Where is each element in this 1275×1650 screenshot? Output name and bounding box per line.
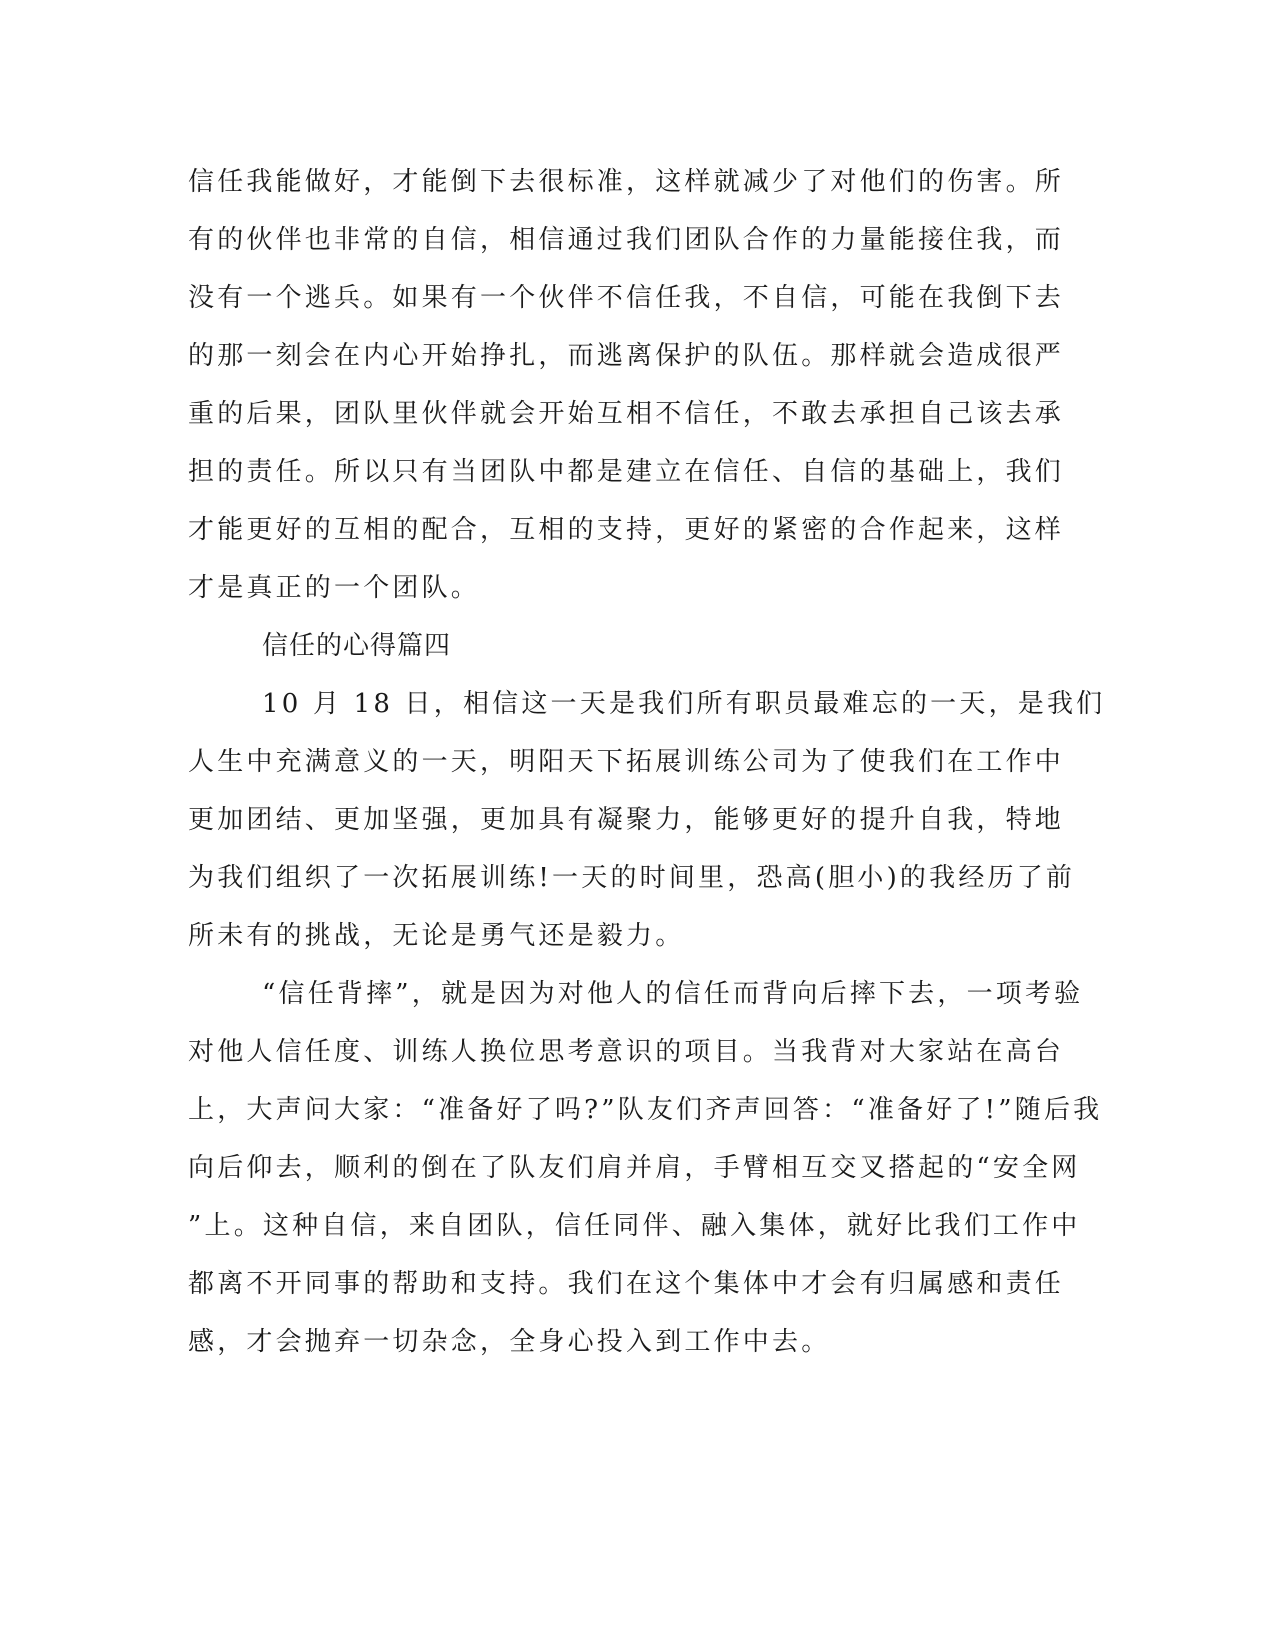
paragraph-line: 对他人信任度、训练人换位思考意识的项目。当我背对大家站在高台 <box>188 1037 1065 1067</box>
paragraph-line: 向后仰去，顺利的倒在了队友们肩并肩，手臂相互交叉搭起的“安全网 <box>188 1153 1081 1183</box>
paragraph-line: 所未有的挑战，无论是勇气还是毅力。 <box>188 921 685 951</box>
paragraph-line: 上，大声问大家：“准备好了吗?”队友们齐声回答：“准备好了!”随后我 <box>188 1095 1103 1125</box>
paragraph-line: 感，才会抛弃一切杂念，全身心投入到工作中去。 <box>188 1327 831 1357</box>
paragraph-line: 重的后果，团队里伙伴就会开始互相不信任，不敢去承担自己该去承 <box>188 399 1065 429</box>
paragraph-line: 有的伙伴也非常的自信，相信通过我们团队合作的力量能接住我，而 <box>188 225 1065 255</box>
paragraph-line: 都离不开同事的帮助和支持。我们在这个集体中才会有归属感和责任 <box>188 1269 1065 1299</box>
paragraph-line: ”上。这种自信，来自团队，信任同伴、融入集体，就好比我们工作中 <box>188 1211 1081 1241</box>
paragraph-line: 人生中充满意义的一天，明阳天下拓展训练公司为了使我们在工作中 <box>188 747 1065 777</box>
section-heading: 信任的心得篇四 <box>262 631 452 661</box>
paragraph-line: 更加团结、更加坚强，更加具有凝聚力，能够更好的提升自我，特地 <box>188 805 1065 835</box>
paragraph-line: 才能更好的互相的配合，互相的支持，更好的紧密的合作起来，这样 <box>188 515 1065 545</box>
paragraph-line: 10 月 18 日，相信这一天是我们所有职员最难忘的一天，是我们 <box>262 689 1106 719</box>
paragraph-line: “信任背摔”，就是因为对他人的信任而背向后摔下去，一项考验 <box>262 979 1084 1009</box>
paragraph-line: 信任我能做好，才能倒下去很标准，这样就减少了对他们的伤害。所 <box>188 167 1065 197</box>
paragraph-line: 担的责任。所以只有当团队中都是建立在信任、自信的基础上，我们 <box>188 457 1065 487</box>
paragraph-line: 没有一个逃兵。如果有一个伙伴不信任我，不自信，可能在我倒下去 <box>188 283 1065 313</box>
paragraph-line: 为我们组织了一次拓展训练!一天的时间里，恐高(胆小)的我经历了前 <box>188 863 1076 893</box>
paragraph-line: 才是真正的一个团队。 <box>188 573 481 603</box>
paragraph-line: 的那一刻会在内心开始挣扎，而逃离保护的队伍。那样就会造成很严 <box>188 341 1065 371</box>
